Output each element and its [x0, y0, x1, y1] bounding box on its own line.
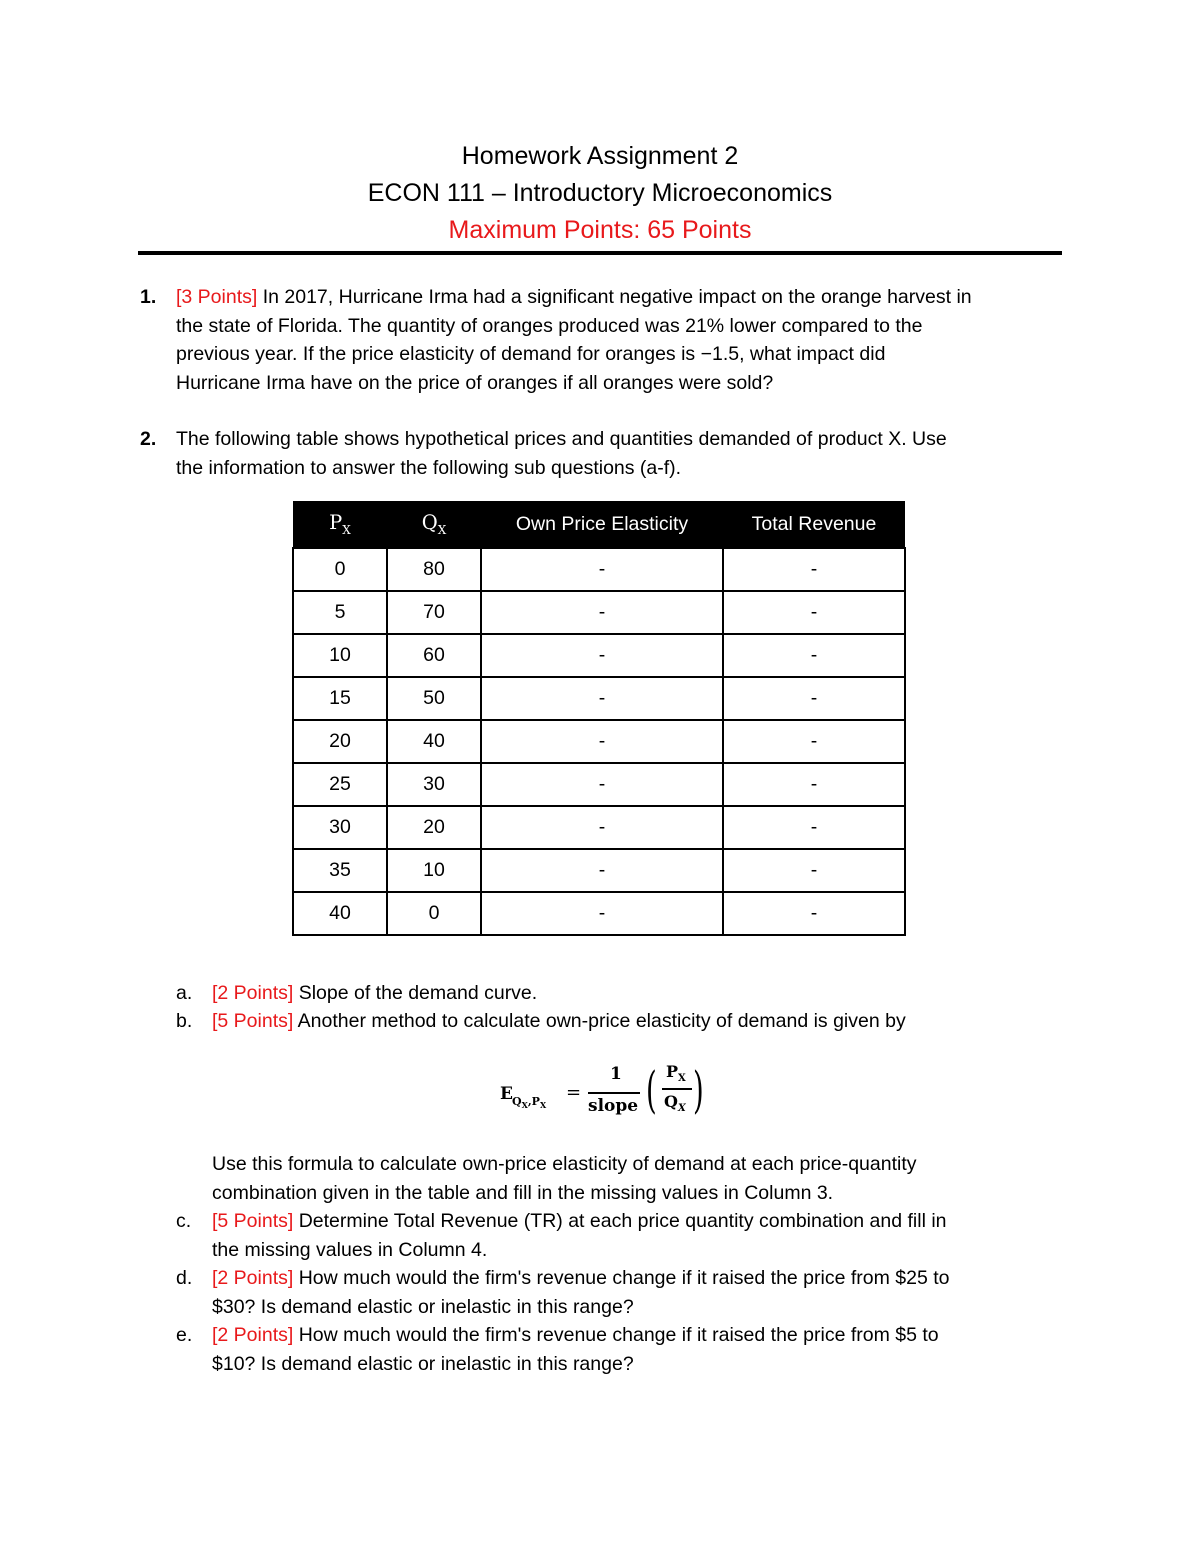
question-2 [140, 425, 1070, 482]
sub-text: Determine Total Revenue (TR) at each price quantity combination and fill in [293, 1210, 947, 1232]
cell-total-revenue: - [723, 591, 905, 634]
sub-text: Slope of the demand curve. [293, 982, 538, 1004]
subquestion-b-continued [176, 1150, 1056, 1207]
cell-elasticity: - [481, 548, 723, 591]
table-row [293, 763, 905, 806]
header-qx: $Q_X$ [387, 501, 481, 548]
points-badge: [2 Points] [212, 1267, 294, 1289]
cell-price: 30 [293, 806, 387, 849]
question-text: Hurricane Irma have on the price of oranges if all oranges were sold? [176, 371, 774, 394]
cell-price: 40 [293, 892, 387, 935]
cell-quantity: 20 [387, 806, 481, 849]
cell-price: 10 [293, 634, 387, 677]
left-paren: ( [646, 1061, 657, 1119]
question-1 [140, 283, 1070, 397]
max-points: Maximum Points: 65 Points [448, 216, 752, 244]
table-row [293, 677, 905, 720]
table-row [293, 892, 905, 935]
cell-elasticity: - [481, 892, 723, 935]
cell-total-revenue: - [723, 677, 905, 720]
question-number: 1. [140, 286, 157, 308]
header-rule [138, 251, 1062, 255]
table-header-row [293, 501, 905, 548]
cell-elasticity: - [481, 634, 723, 677]
cell-quantity: 60 [387, 634, 481, 677]
sub-text: Use this formula to calculate own-price elasticity of demand at each price-quantity [212, 1153, 917, 1175]
cell-total-revenue: - [723, 548, 905, 591]
sub-text: How much would the firm's revenue change if it raised the price from $25 to [293, 1267, 950, 1289]
cell-quantity: 70 [387, 591, 481, 634]
header-elasticity: Own Price Elasticity [481, 501, 723, 548]
demand-table [292, 501, 906, 936]
question-text: the information to answer the following sub questions (a-f). [176, 456, 682, 479]
sub-label: d. [176, 1267, 193, 1289]
cell-quantity: 80 [387, 548, 481, 591]
formula-ratio-denominator: $Q_X$ [664, 1092, 686, 1115]
sub-label: e. [176, 1324, 193, 1346]
question-number: 2. [140, 428, 157, 450]
sub-text: combination given in the table and fill in the missing values in Column 3. [212, 1181, 834, 1204]
cell-quantity: 50 [387, 677, 481, 720]
page-header [0, 138, 1200, 249]
ratio-bar [662, 1088, 692, 1090]
subquestion-e [176, 1321, 1056, 1378]
cell-total-revenue: - [723, 634, 905, 677]
question-text: the state of Florida. The quantity of oranges produced was 21% lower compared to the [176, 314, 923, 337]
question-text: previous year. If the price elasticity of demand for oranges is −1.5, what impact did [176, 343, 886, 365]
right-paren: ) [693, 1061, 704, 1119]
table-row [293, 806, 905, 849]
points-badge: [2 Points] [212, 1324, 294, 1346]
cell-price: 5 [293, 591, 387, 634]
cell-total-revenue: - [723, 892, 905, 935]
cell-price: 0 [293, 548, 387, 591]
formula-equals: = [566, 1082, 582, 1103]
assignment-title: Homework Assignment 2 [461, 142, 739, 170]
formula-ratio-numerator: $P_X$ [666, 1062, 686, 1085]
cell-elasticity: - [481, 591, 723, 634]
cell-total-revenue: - [723, 806, 905, 849]
subquestion-a [176, 979, 1056, 1008]
table-row [293, 548, 905, 591]
cell-elasticity: - [481, 763, 723, 806]
sub-label: c. [176, 1210, 192, 1232]
question-text: In 2017, Hurricane Irma had a significant negative impact on the orange harvest in [257, 286, 972, 308]
cell-elasticity: - [481, 677, 723, 720]
formula-numerator: 1 [610, 1064, 622, 1084]
subquestion-c [176, 1207, 1056, 1264]
fraction-bar [588, 1092, 640, 1094]
question-text: The following table shows hypothetical prices and quantities demanded of product X. Use [176, 428, 947, 450]
sub-text: Another method to calculate own-price elasticity of demand is given by [293, 1010, 906, 1032]
sub-label: b. [176, 1010, 193, 1032]
cell-total-revenue: - [723, 849, 905, 892]
header-revenue: Total Revenue [723, 501, 905, 548]
table-row [293, 849, 905, 892]
sub-text: the missing values in Column 4. [212, 1238, 488, 1261]
points-badge: [2 Points] [212, 982, 294, 1004]
table-row [293, 634, 905, 677]
formula-denominator: slope [588, 1096, 639, 1116]
cell-price: 15 [293, 677, 387, 720]
points-badge: [5 Points] [212, 1010, 294, 1032]
formula-subscript: $Q_X,P_X$ [512, 1095, 547, 1111]
cell-price: 35 [293, 849, 387, 892]
cell-quantity: 40 [387, 720, 481, 763]
cell-elasticity: - [481, 806, 723, 849]
subquestion-d [176, 1264, 1056, 1321]
subquestion-b [176, 1007, 1056, 1036]
formula-e: E [500, 1084, 513, 1104]
sub-text: How much would the firm's revenue change if it raised the price from $5 to [293, 1324, 939, 1346]
sub-text: $10? Is demand elastic or inelastic in this range? [212, 1352, 634, 1375]
cell-elasticity: - [481, 720, 723, 763]
cell-elasticity: - [481, 849, 723, 892]
sub-text: $30? Is demand elastic or inelastic in this range? [212, 1295, 634, 1318]
cell-quantity: 30 [387, 763, 481, 806]
cell-price: 20 [293, 720, 387, 763]
course-title: ECON 111 – Introductory Microeconomics [367, 179, 833, 207]
cell-total-revenue: - [723, 720, 905, 763]
cell-quantity: 0 [387, 892, 481, 935]
table-row [293, 720, 905, 763]
cell-total-revenue: - [723, 763, 905, 806]
points-badge: [5 Points] [212, 1210, 294, 1232]
cell-quantity: 10 [387, 849, 481, 892]
header-px: $P_X$ [293, 501, 387, 548]
points-badge: [3 Points] [176, 286, 258, 308]
cell-price: 25 [293, 763, 387, 806]
sub-label: a. [176, 982, 193, 1004]
elasticity-formula [500, 1060, 720, 1130]
table-row [293, 591, 905, 634]
